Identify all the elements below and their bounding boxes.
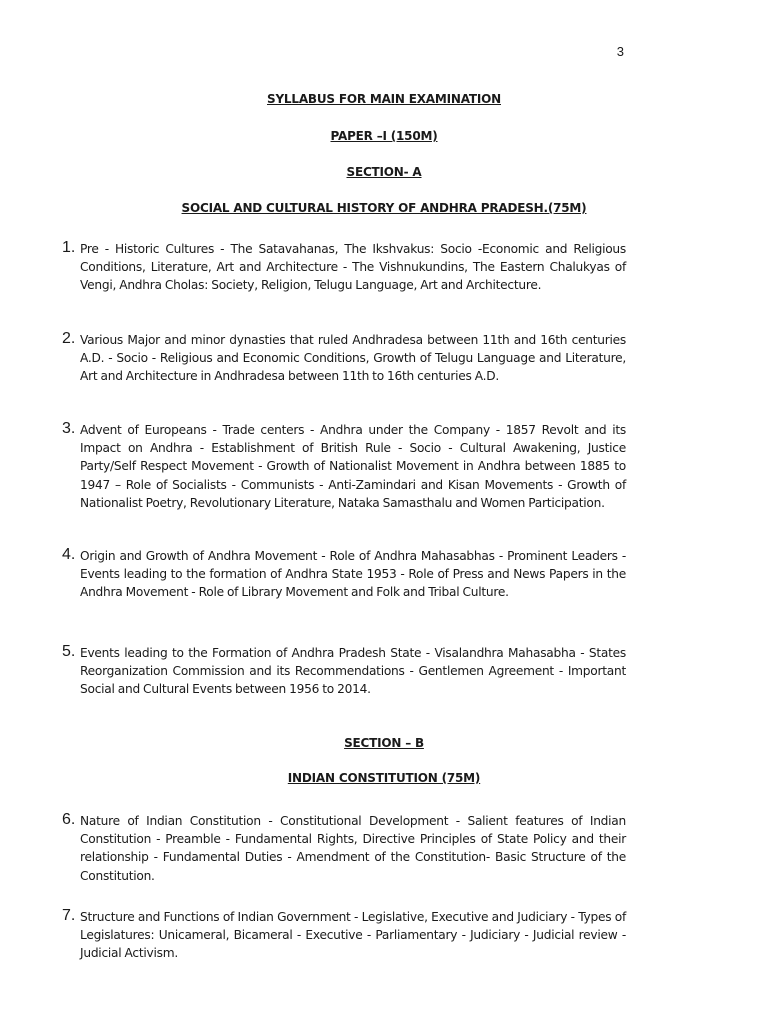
syllabus-item-3 bbox=[62, 421, 626, 512]
syllabus-item-1 bbox=[62, 240, 626, 295]
page-number: 3 bbox=[616, 44, 624, 59]
item-text: Events leading to the Formation of Andhra Pradesh State - Visalandhra Mahasabha - States Reorganization Commission and its Recommendations - Gentlemen Agreement - Important Social and Cultural Events between 1956 to 2014. bbox=[80, 646, 626, 697]
item-number: 3. bbox=[62, 420, 76, 437]
syllabus-heading: SYLLABUS FOR MAIN EXAMINATION bbox=[267, 92, 501, 106]
item-text: Pre - Historic Cultures - The Satavahanas, The Ikshvakus: Socio -Economic and Religious Conditions, Literature, Art and Architecture - The Vishnukundins, The Eastern Chalukyas of Vengi, Andhra Cholas: Society, Religion, Telugu Language, Art and Architecture. bbox=[80, 242, 626, 293]
item-number: 2. bbox=[62, 330, 76, 347]
item-number: 5. bbox=[62, 643, 76, 660]
syllabus-item-5 bbox=[62, 644, 626, 699]
item-text: Nature of Indian Constitution - Constitutional Development - Salient features of Indian Constitution - Preamble - Fundamental Rights, Directive Principles of State Policy and their relationship - Fundamental Duties - Amendment of the Constitution- Basic Structure of the Constitution. bbox=[80, 814, 626, 883]
section-a-heading: SECTION- A bbox=[346, 165, 422, 179]
item-text: Advent of Europeans - Trade centers - Andhra under the Company - 1857 Revolt and its Impact on Andhra - Establishment of British Rule - Socio - Cultural Awakening, Justice Party/Self Respect Movement - Growth of Nationalist Movement in Andhra between 1885 to 1947 – Role of Socialists - Communists - Anti-Zamindari and Kisan Movements - Growth of Nationalist Poetry, Revolutionary Literature, Nataka Samasthalu and Women Participation. bbox=[80, 423, 626, 510]
syllabus-item-6 bbox=[62, 812, 626, 885]
syllabus-item-7 bbox=[62, 908, 626, 963]
section-b-title: INDIAN CONSTITUTION (75M) bbox=[287, 771, 481, 785]
section-b-heading: SECTION – B bbox=[344, 736, 424, 750]
item-number: 4. bbox=[62, 546, 76, 563]
item-number: 1. bbox=[62, 239, 76, 256]
item-text: Structure and Functions of Indian Government - Legislative, Executive and Judiciary - Types of Legislatures: Unicameral, Bicameral - Executive - Parliamentary - Judiciary - Judicial review - Judicial Activism. bbox=[80, 910, 626, 961]
item-text: Various Major and minor dynasties that ruled Andhradesa between 11th and 16th centuries A.D. - Socio - Religious and Economic Conditions, Growth of Telugu Language and Literature, Art and Architecture in Andhradesa between 11th to 16th centuries A.D. bbox=[80, 333, 626, 384]
paper-heading: PAPER –I (150M) bbox=[330, 129, 438, 143]
syllabus-item-4 bbox=[62, 547, 626, 602]
syllabus-item-2 bbox=[62, 331, 626, 386]
item-number: 6. bbox=[62, 811, 76, 828]
section-a-title: SOCIAL AND CULTURAL HISTORY OF ANDHRA PRADESH.(75M) bbox=[181, 201, 587, 215]
item-text: Origin and Growth of Andhra Movement - Role of Andhra Mahasabhas - Prominent Leaders - Events leading to the formation of Andhra State 1953 - Role of Press and News Papers in the Andhra Movement - Role of Library Movement and Folk and Tribal Culture. bbox=[80, 549, 626, 600]
item-number: 7. bbox=[62, 907, 76, 924]
